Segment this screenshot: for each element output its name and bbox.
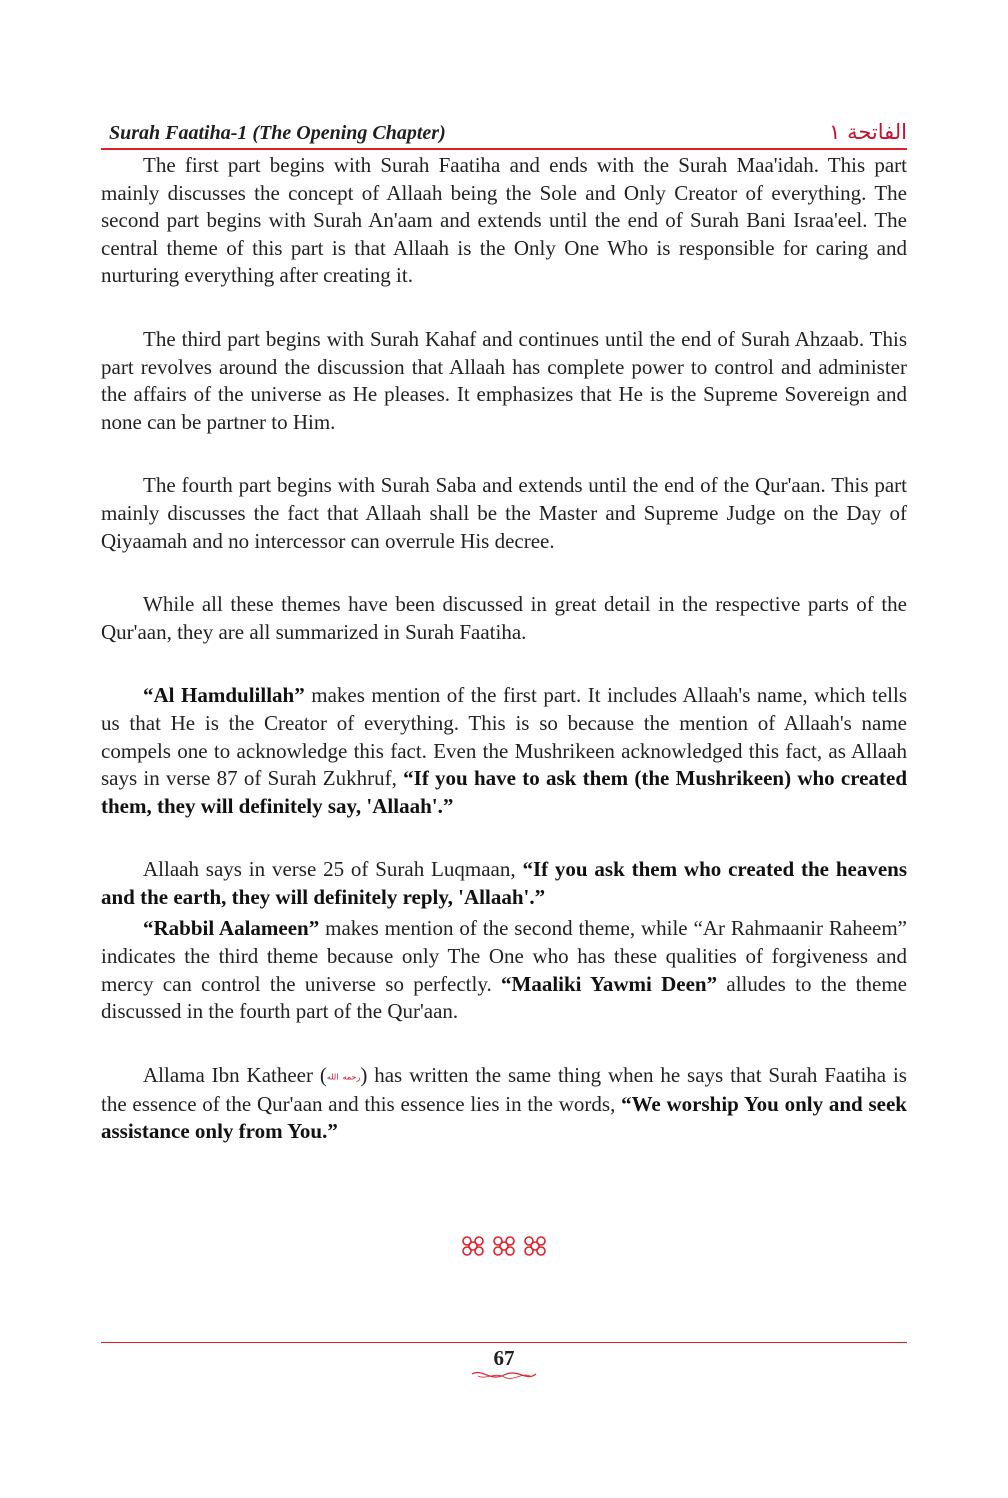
floral-ornament-icon — [458, 1232, 550, 1260]
page-body — [101, 152, 907, 1146]
quote-rabbil-aalameen: “Rabbil Aalameen” — [143, 916, 320, 941]
page-number: 67 — [493, 1346, 515, 1370]
paragraph-3: The fourth part begins with Surah Saba and extends until the end of the Qur'aan. This part mainly discusses the fact that Allaah shall be the Master and Supreme Judge on the Day of Qiyaamah and no intercessor can overrule His decree. — [101, 473, 907, 553]
quote-zukhruf-verse: “If you have to ask them (the Mushrikeen) who created them, they will definitely say, 'Allaah'.” — [101, 766, 907, 818]
quote-we-worship: “We worship You only and seek assistance only from You.” — [101, 1091, 907, 1144]
quote-luqmaan-verse: “If you ask them who created the heavens and the earth, they will definitely reply, 'Allaah'.” — [101, 857, 907, 909]
paragraph-5 — [101, 682, 907, 820]
paragraph-7-text-2: alludes to the theme discussed in the fourth part of the Qur'aan. — [101, 971, 907, 1024]
footer-divider — [101, 1342, 907, 1343]
paragraph-6-text: Allaah says in verse 25 of Surah Luqmaan, — [143, 857, 523, 882]
paragraph-7-text-1: makes mention of the second theme, while “Ar Rahmaanir Raheem” indicates the third theme because only The One who has these qualities of forgiveness and mercy can control the universe so perfectly. — [101, 916, 907, 996]
paragraph-5-text: makes mention of the first part. It includes Allaah's name, which tells us that He is the Creator of everything. This is so because the mention of Allaah's name compels one to acknowledge this fact. Even the Mushrikeen acknowledged this fact, as Allaah says in verse 87 of Surah Zukhruf, — [101, 683, 907, 791]
paragraph-2: The third part begins with Surah Kahaf and continues until the end of Surah Ahzaab. This part revolves around the discussion that Allaah has complete power to control and administer the affairs of the universe as He pleases. It emphasizes that He is the Supreme Sovereign and none can be partner to Him. — [101, 326, 907, 434]
swirl-flourish-icon — [468, 1366, 540, 1384]
paragraph-7 — [101, 915, 907, 1025]
paragraph-8-text-1: Allama Ibn Katheer ( — [143, 1062, 327, 1087]
paragraph-4: While all these themes have been discussed in great detail in the respective parts of the Qur'aan, they are all summarized in Surah Faatiha. — [101, 592, 907, 644]
paragraph-8-text-2: ) has written the same thing when he says that Surah Faatiha is the essence of the Qur'aan and this essence lies in the words, — [101, 1062, 907, 1116]
page-header — [101, 120, 907, 148]
arabic-chapter-title: الفاتحة ١ — [829, 120, 907, 144]
quote-al-hamdulillah: “Al Hamdulillah” — [143, 683, 305, 708]
paragraph-6 — [101, 856, 907, 911]
paragraph-1: The first part begins with Surah Faatiha and ends with the Surah Maa'idah. This part mainly discusses the concept of Allaah being the Sole and Only Creator of everything. The second part begins with Surah An'aam and extends until the end of Surah Bani Israa'eel. The central theme of this part is that Allaah is the Only One Who is responsible for caring and nurturing everything after creating it. — [101, 153, 907, 288]
honorific-glyph-icon: رحمه الله — [326, 1072, 361, 1082]
chapter-title: Surah Faatiha-1 (The Opening Chapter) — [109, 122, 446, 144]
header-divider — [101, 148, 907, 150]
quote-maaliki-yawmi-deen: “Maaliki Yawmi Deen” — [501, 971, 718, 996]
paragraph-8 — [101, 1062, 907, 1146]
